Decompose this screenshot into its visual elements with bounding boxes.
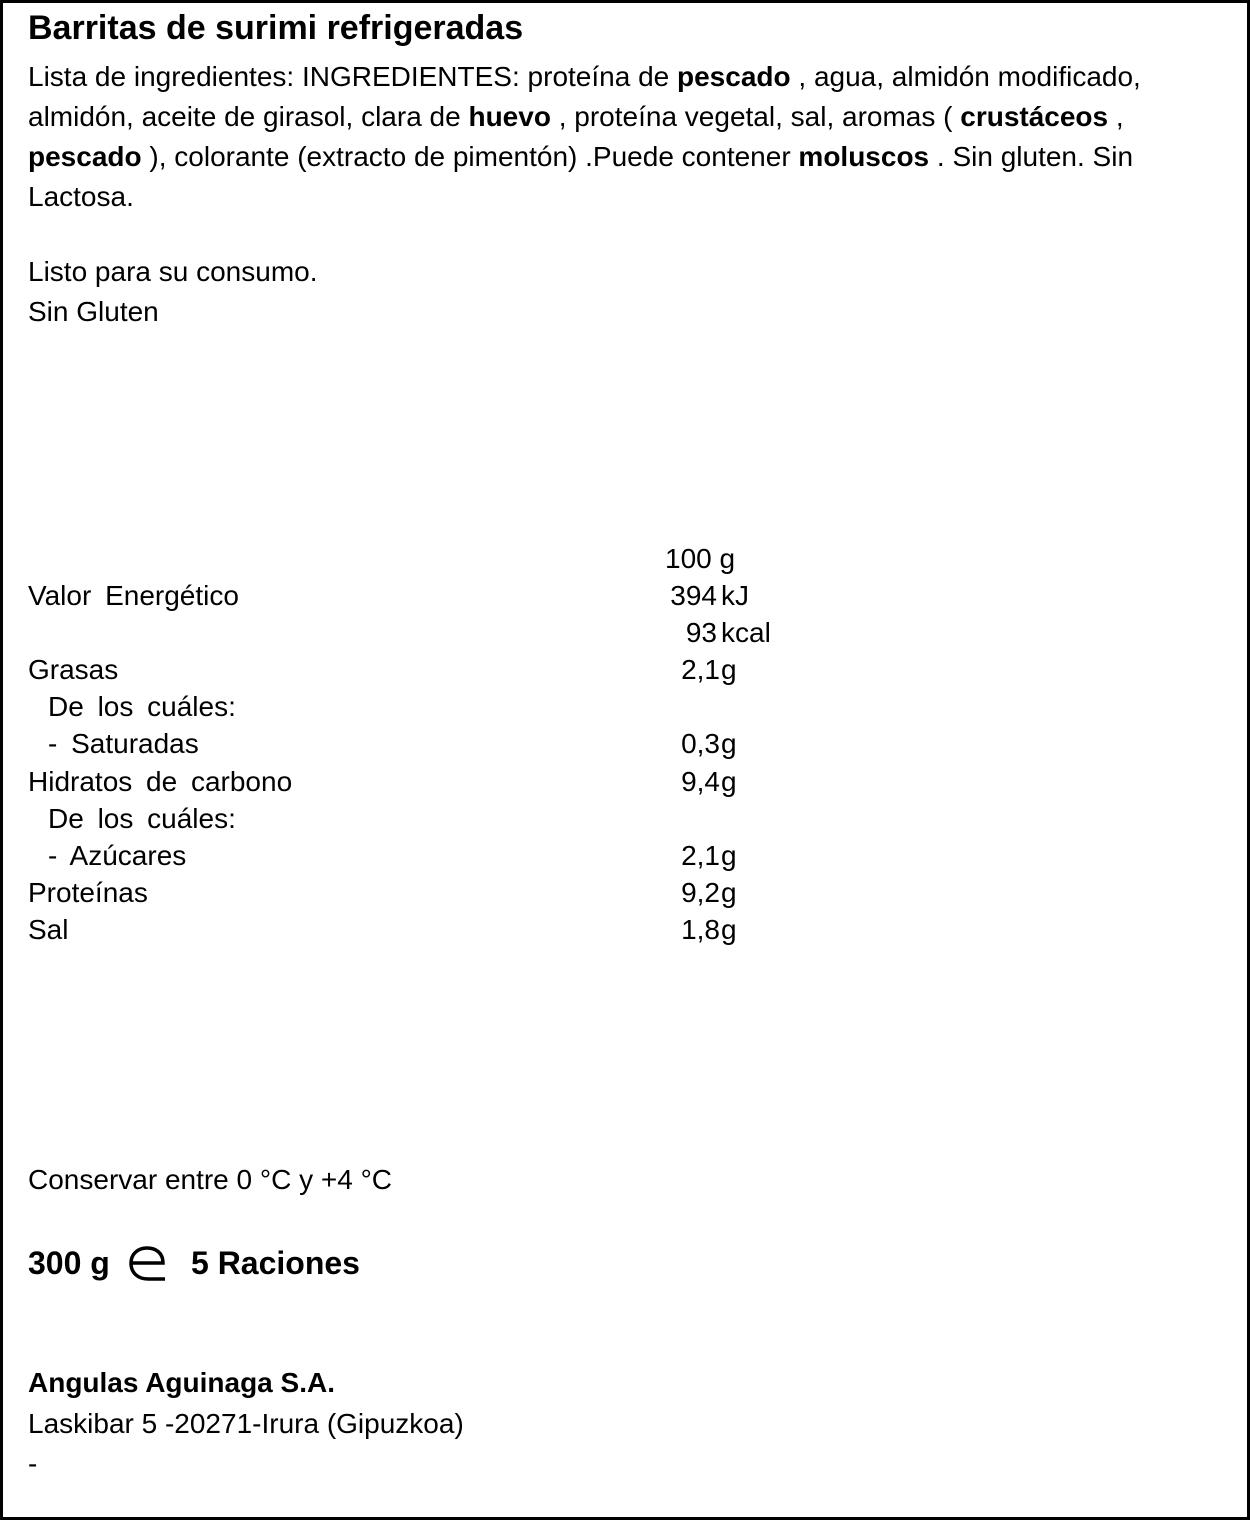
nutrition-unit: g	[721, 877, 737, 908]
allergen-text: pescado	[677, 61, 791, 92]
nutrition-label: De los cuáles:	[48, 803, 236, 834]
nutrition-label: De los cuáles:	[48, 691, 236, 722]
nutrition-value: 93	[685, 617, 717, 648]
nutrition-unit: g	[721, 914, 737, 945]
ingredient-text: ), colorante (extracto de pimentón) .Puede contener	[141, 141, 799, 172]
allergen-text: huevo	[468, 101, 551, 132]
ingredient-text: , agua, almidón modificado, almidón, aceite de girasol, clara de	[28, 61, 1141, 132]
nutrition-unit: g	[721, 840, 737, 871]
company-name: Angulas Aguinaga S.A.	[28, 1367, 335, 1398]
nutrition-per-100g-header: 100 g	[665, 543, 736, 574]
nutrition-value: 9,2	[681, 877, 720, 908]
ingredient-text: . Sin gluten. Sin Lactosa.	[28, 141, 1134, 212]
nutrition-unit: g	[721, 728, 737, 759]
nutrition-value: 394	[670, 580, 717, 611]
nutrition-value: 0,3	[681, 728, 720, 759]
nutrition-value: 9,4	[681, 766, 720, 797]
storage-note: Conservar entre 0 °C y +4 °C	[28, 1164, 392, 1195]
ingredient-text: ,	[1108, 101, 1124, 132]
nutrition-unit: kJ	[721, 580, 749, 611]
nutrition-value: 1,8	[681, 914, 720, 945]
product-title: Barritas de surimi refrigeradas	[28, 9, 524, 47]
ingredients-list	[28, 57, 1228, 217]
e-mark-icon	[127, 1239, 167, 1283]
rations-count: 5 Raciones	[191, 1245, 360, 1281]
gluten-free-note: Sin Gluten	[28, 296, 159, 327]
nutrition-unit: kcal	[721, 617, 771, 648]
allergen-text: moluscos	[798, 141, 930, 172]
ingredient-text: , proteína vegetal, sal, aromas (	[550, 101, 961, 132]
nutrition-value: 2,1	[681, 654, 720, 685]
nutrition-unit: g	[721, 766, 737, 797]
allergen-text: pescado	[28, 141, 142, 172]
ready-to-eat-note: Listo para su consumo.	[28, 256, 318, 287]
nutrition-label: - Saturadas	[48, 728, 199, 759]
nutrition-unit: g	[721, 654, 737, 685]
nutrition-label: Grasas	[28, 654, 119, 685]
nutrition-label: Proteínas	[28, 877, 148, 908]
nutrition-label: Hidratos de carbono	[28, 766, 293, 797]
nutrition-label: - Azúcares	[48, 840, 187, 871]
allergen-text: crustáceos	[960, 101, 1109, 132]
company-extra: -	[28, 1448, 38, 1479]
company-address: Laskibar 5 -20271-Irura (Gipuzkoa)	[28, 1408, 464, 1439]
net-weight: 300 g	[28, 1245, 110, 1281]
nutrition-label: Sal	[28, 914, 69, 945]
nutrition-label: Valor Energético	[28, 580, 239, 611]
nutrition-value: 2,1	[681, 840, 720, 871]
ingredient-text: Lista de ingredientes: INGREDIENTES: proteína de	[28, 61, 677, 92]
